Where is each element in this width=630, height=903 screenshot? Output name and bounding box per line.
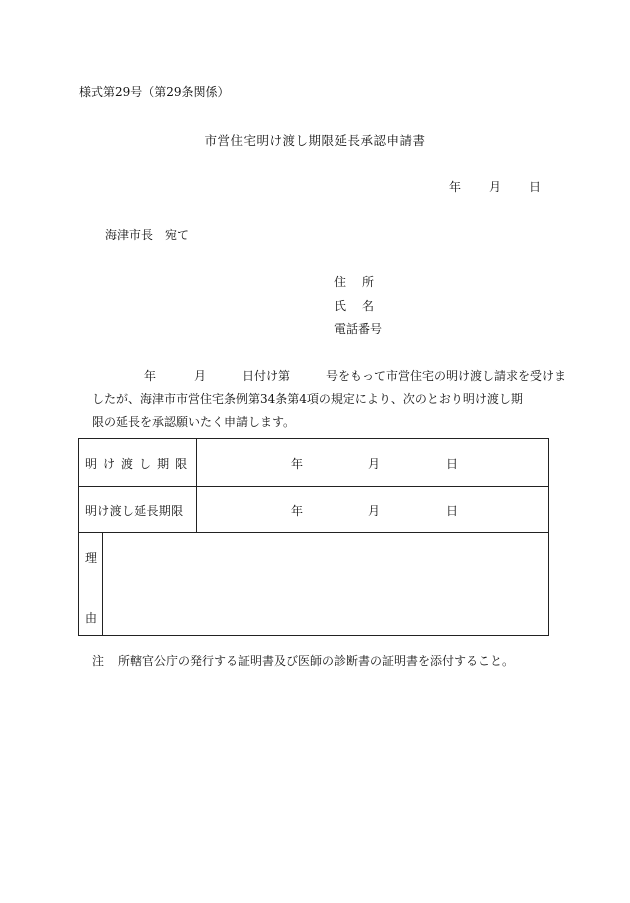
addressee-name: 海津市長 <box>105 228 154 242</box>
application-table <box>78 438 549 636</box>
date-day-label: 日 <box>529 180 542 194</box>
date-year-label: 年 <box>449 180 462 194</box>
body-text-line-1: 年 月 日付け第 号をもって市営住宅の明け渡し請求を受けま <box>144 369 567 383</box>
table-divider <box>196 439 197 532</box>
addressee-suffix: 宛て <box>165 228 190 242</box>
footnote-text: 所轄官公庁の発行する証明書及び医師の診断書の証明書を添付すること。 <box>118 654 515 668</box>
reason-label-char: 理 <box>85 551 98 565</box>
body-text-line-2: したが、海津市市営住宅条例第34条第4項の規定により、次のとおり明け渡し期 <box>92 392 523 406</box>
footnote-prefix: 注 <box>92 654 105 668</box>
extended-day-label: 日 <box>446 504 459 518</box>
date-month-label: 月 <box>489 180 502 194</box>
deadline-day-label: 日 <box>446 457 459 471</box>
deadline-label: 明 け 渡 し 期 限 <box>85 457 188 471</box>
applicant-phone-label: 電話番号 <box>334 322 383 336</box>
body-text-line-3: 限の延長を承認願いたく申請します。 <box>92 415 296 429</box>
extended-deadline-label: 明け渡し延長期限 <box>85 504 184 518</box>
table-divider <box>79 532 548 533</box>
reason-label-char: 由 <box>85 611 98 625</box>
form-number: 様式第29号（第29条関係） <box>79 85 230 99</box>
applicant-name-label: 氏 名 <box>334 299 375 313</box>
applicant-address-label: 住 所 <box>334 275 375 289</box>
table-divider <box>102 532 103 635</box>
footnote <box>92 652 514 669</box>
addressee <box>105 226 189 243</box>
extended-year-label: 年 <box>291 504 304 518</box>
extended-month-label: 月 <box>368 504 381 518</box>
deadline-month-label: 月 <box>368 457 381 471</box>
table-divider <box>79 486 548 487</box>
page-title: 市営住宅明け渡し期限延長承認申請書 <box>204 133 426 148</box>
deadline-year-label: 年 <box>291 457 304 471</box>
